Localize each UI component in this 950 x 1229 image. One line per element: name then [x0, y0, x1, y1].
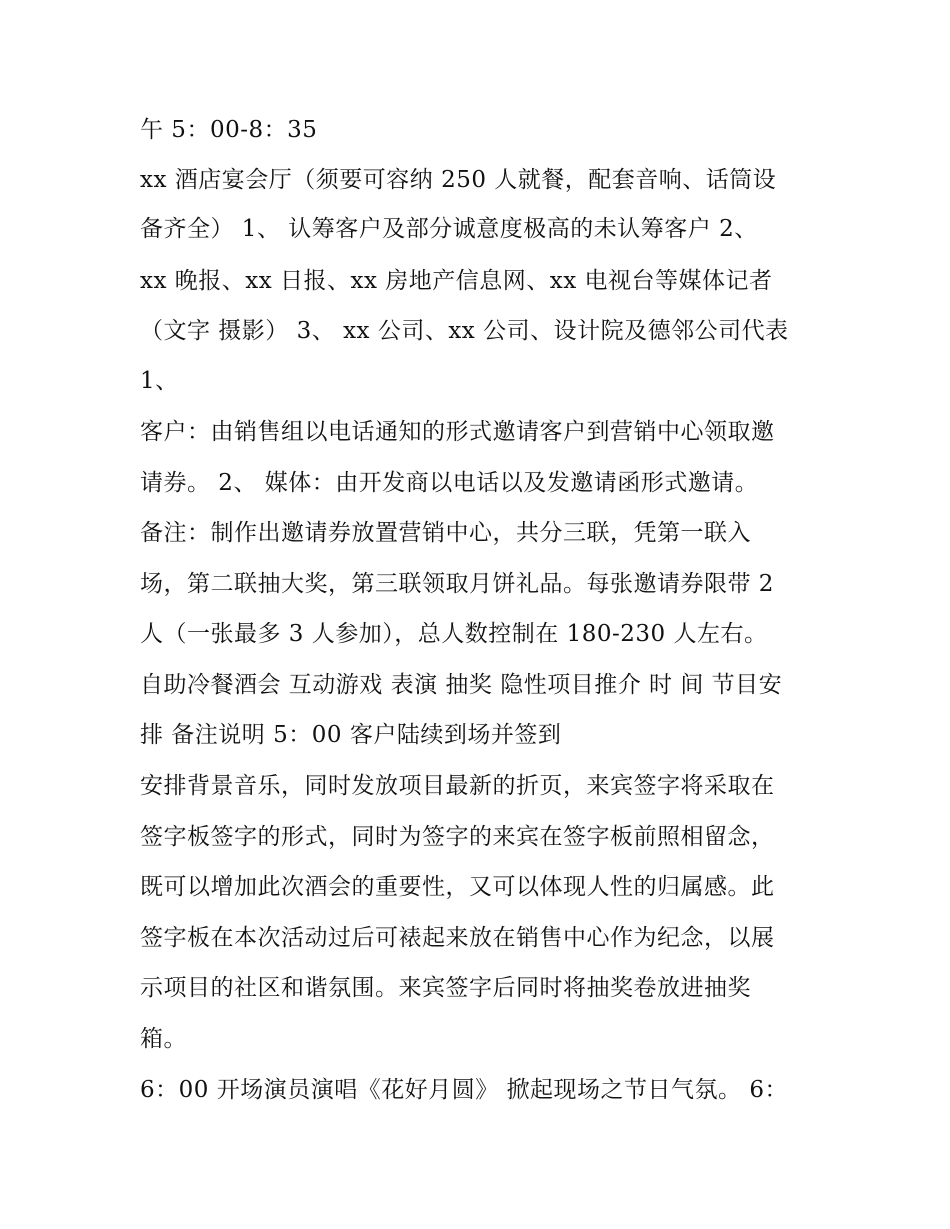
text-line: 既可以增加此次酒会的重要性，又可以体现人性的归属感。此 [140, 874, 775, 900]
text-line: 客户：由销售组以电话通知的形式邀请客户到营销中心领取邀 [140, 419, 775, 445]
text-line: 自助冷餐酒会 互动游戏 表演 抽奖 隐性项目推介 时 间 节目安 [140, 672, 783, 698]
text-line: （文字 摄影） 3、 xx 公司、xx 公司、设计院及德邻公司代表 [140, 318, 789, 344]
text-line: 示项目的社区和谐氛围。来宾签字后同时将抽奖卷放进抽奖 [140, 975, 751, 1001]
text-line: 午 5：00-8：35 [140, 117, 318, 143]
text-line: 排 备注说明 5：00 客户陆续到场并签到 [140, 722, 562, 748]
text-line: 请券。 2、 媒体：由开发商以电话以及发邀请函形式邀请。 [140, 470, 759, 496]
text-line: 安排背景音乐，同时发放项目最新的折页，来宾签字将采取在 [140, 773, 775, 799]
text-line: 人（一张最多 3 人参加），总人数控制在 180-230 人左右。 [140, 621, 768, 647]
text-line: 签字板在本次活动过后可裱起来放在销售中心作为纪念，以展 [140, 925, 775, 951]
text-line: 箱。 [140, 1026, 187, 1052]
text-line: 6：00 开场演员演唱《花好月圆》 掀起现场之节日气氛。 6： [140, 1077, 788, 1103]
text-line: xx 酒店宴会厅（须要可容纳 250 人就餐，配套音响、话筒设 [140, 167, 777, 193]
text-line: 场，第二联抽大奖，第三联领取月饼礼品。每张邀请券限带 2 [140, 571, 774, 597]
text-line: 备注：制作出邀请券放置营销中心，共分三联，凭第一联入 [140, 520, 751, 546]
text-line: 备齐全） 1、 认筹客户及部分诚意度极高的未认筹客户 2、 [140, 216, 758, 242]
text-line: 1、 [140, 368, 179, 394]
text-line: 签字板签字的形式，同时为签字的来宾在签字板前照相留念， [140, 824, 775, 850]
text-line: xx 晚报、xx 日报、xx 房地产信息网、xx 电视台等媒体记者 [140, 268, 773, 294]
